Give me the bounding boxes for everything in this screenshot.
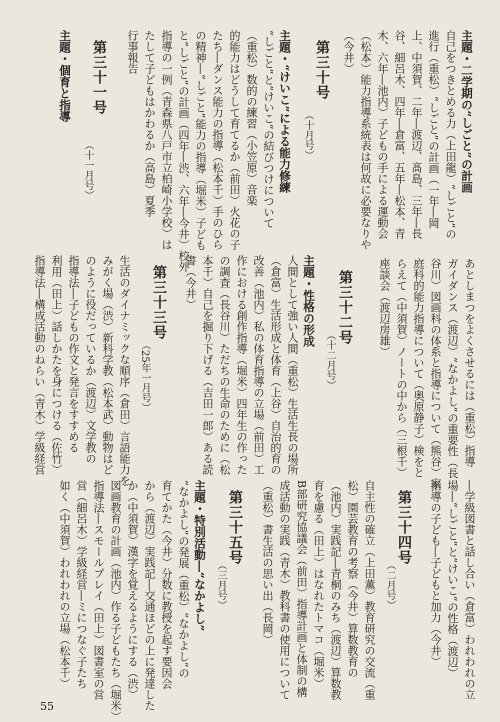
text-line: 座談会（渡辺房雄） [378, 258, 391, 357]
text-line: 改善（池内）私の体育指導の立場（前田）工 [252, 255, 265, 475]
text-line: みがく場（渋）新科学教（松本武）動物はど [101, 255, 114, 475]
text-line: のように役だっているか（渡辺）文学教の [84, 255, 97, 464]
text-line: たして子どもはかわるか（高島）夏季 [143, 30, 156, 217]
text-line: 営（細呂木）学級経営―ミにつなぐ子たち [75, 480, 88, 689]
issue-date: （十一月号） [82, 140, 93, 200]
text-line: ―学級図書と話し合い（倉富）われわれの立 [463, 480, 476, 700]
text-line: 利用（田上）話しかたを身につける（佐竹） [50, 255, 63, 475]
text-line: 指導法―スモールプレイ（田上）図書室の営 [92, 480, 105, 700]
text-line: たち―ダンス能力の指導（松本千）手のひら [211, 30, 224, 250]
text-line: と“しごと”の計画（四年―渋、六年―今井）校外 [177, 30, 190, 273]
text-line: “なかよし”の発展（重松）“なかよし”の [177, 480, 190, 679]
section-title: 主題・“けいこ”による能力修練 [278, 30, 292, 193]
text-line: 庭科的能力指導について（奥原静子）検をと [412, 258, 425, 478]
text-line: 進行（重松）“しごと”の計画（一年―岡 [427, 30, 440, 229]
page-number: 55 [40, 700, 54, 713]
text-line: 指導法―構成活動のねらい（青木）学級経営 [33, 255, 46, 475]
section-title: 主題・特別活動―“なかよし” [193, 480, 207, 632]
text-line: らえて（中須賀）ノートの中から（三根千） [395, 258, 408, 478]
issue-date: （三月号） [215, 560, 226, 610]
issue-heading: 第三十一号 [91, 40, 107, 115]
text-line: （今井） [342, 30, 355, 74]
text-line: 指導法―子どもの作文と発言をすすめる [67, 255, 80, 453]
issue-heading: 第三十三号 [151, 265, 167, 340]
text-line: （倉富）生活形成と体育（上谷）自治的育の [269, 255, 282, 475]
text-line: （松本）能力指導系統表は何故に必要なりや [359, 30, 372, 250]
issue-heading: 第三十五号 [227, 490, 243, 565]
text-line: か（中須賀）漢字を覚えるようにする（渋） [126, 480, 139, 700]
text-line: 上、中須賀、二年―渡辺、髙島、三年―長 [410, 30, 423, 239]
text-line: （重松）数的の練習（小笠原）音楽 [245, 30, 258, 206]
text-line: 木、六年―池内）子どもの手による運動会 [376, 30, 389, 239]
issue-heading: 第三十四号 [396, 490, 412, 565]
text-line: 松）園芸教育の考察（今井）算数教育の [346, 480, 359, 678]
text-line: 如く（中須賀）われわれの立場（松本千） [58, 480, 71, 689]
text-line: 人間として強い人間（重松）生活生長の場所 [286, 255, 299, 475]
section-title: 主題・性格の形成 [302, 255, 316, 347]
text-line: 場―“しごと”と“けいこ”の性格（渡辺） [446, 480, 459, 679]
text-line: 谷、細呂木、四年―倉富、五年―松本、青 [393, 30, 406, 239]
text-line: （重松）書生活の思い出（長岡） [261, 480, 274, 645]
text-line: から（渡辺）実践記―交通ほどの上に発達した [143, 480, 156, 711]
issue-date: （25年一月号） [139, 340, 150, 413]
text-line: 谷川）図画科の体系と指導について（熊谷）家 [429, 258, 442, 489]
issue-heading: 第三十号 [314, 40, 330, 100]
text-line: あとしまつをよくさせるには（重松）指導 [463, 258, 476, 467]
text-line: 自主性の確立（上田薫）教育研究の交流（重 [363, 480, 376, 700]
section-title: 主題・個育と指導 [58, 30, 72, 122]
text-line: の精神―“しごと”能力の指導（堀米）子ども [194, 30, 207, 251]
text-line: 作における創作指導（堀米）四年生の作った [235, 255, 248, 475]
text-line: 自己をつきとめる力（上田龍）“しごと”の [444, 30, 457, 240]
text-line: 的能力はどうして育てるか（前田）火花の子 [228, 30, 241, 250]
text-line: の調査（長谷川）ただちの生命のために（松 [218, 255, 231, 475]
section-title: 主題・二学期の“しごと”の計画 [460, 30, 474, 193]
issue-date: （十月号） [302, 110, 313, 160]
text-line: ガイダンス（渡辺）“なかよし”の重要性（長 [446, 258, 459, 479]
text-line: 図画教育の計画（池内）作る子どもたち（堀米） [109, 480, 122, 722]
text-line: 指導の子ども―子どもと加力（今井） [429, 480, 442, 667]
text-line: 育を慮る（田上）はなれたトマコ（堀米） [312, 480, 325, 689]
text-line: “しごと”と“けいこ”の結びつけについて [262, 30, 275, 229]
text-line: 本千）自己を掘り下げる（吉田一郎）ある読 [201, 255, 214, 475]
text-line: B部研究協議会（前田）指導計画と体制の構 [295, 480, 308, 698]
text-line: 生活のダイナミックな順序（倉田）言語能力を [118, 255, 131, 486]
text-line: 行事報告 [126, 30, 139, 74]
issue-date: （二月号） [384, 560, 395, 610]
issue-heading: 第三十二号 [337, 270, 353, 345]
issue-date: （十二月号） [324, 330, 335, 390]
text-line: （池内）実践記―青桐のみち（渡辺）算数教 [329, 480, 342, 700]
text-line: 指導の一例（青森県八戸市立柏崎小学校）は [160, 30, 173, 250]
text-line: 育てかた（今井）分数に教授を起す要因会 [160, 480, 173, 689]
text-line: 書（今井） [184, 255, 197, 310]
text-line: 成活動の実践（青木）教科書の使用について [278, 480, 291, 700]
